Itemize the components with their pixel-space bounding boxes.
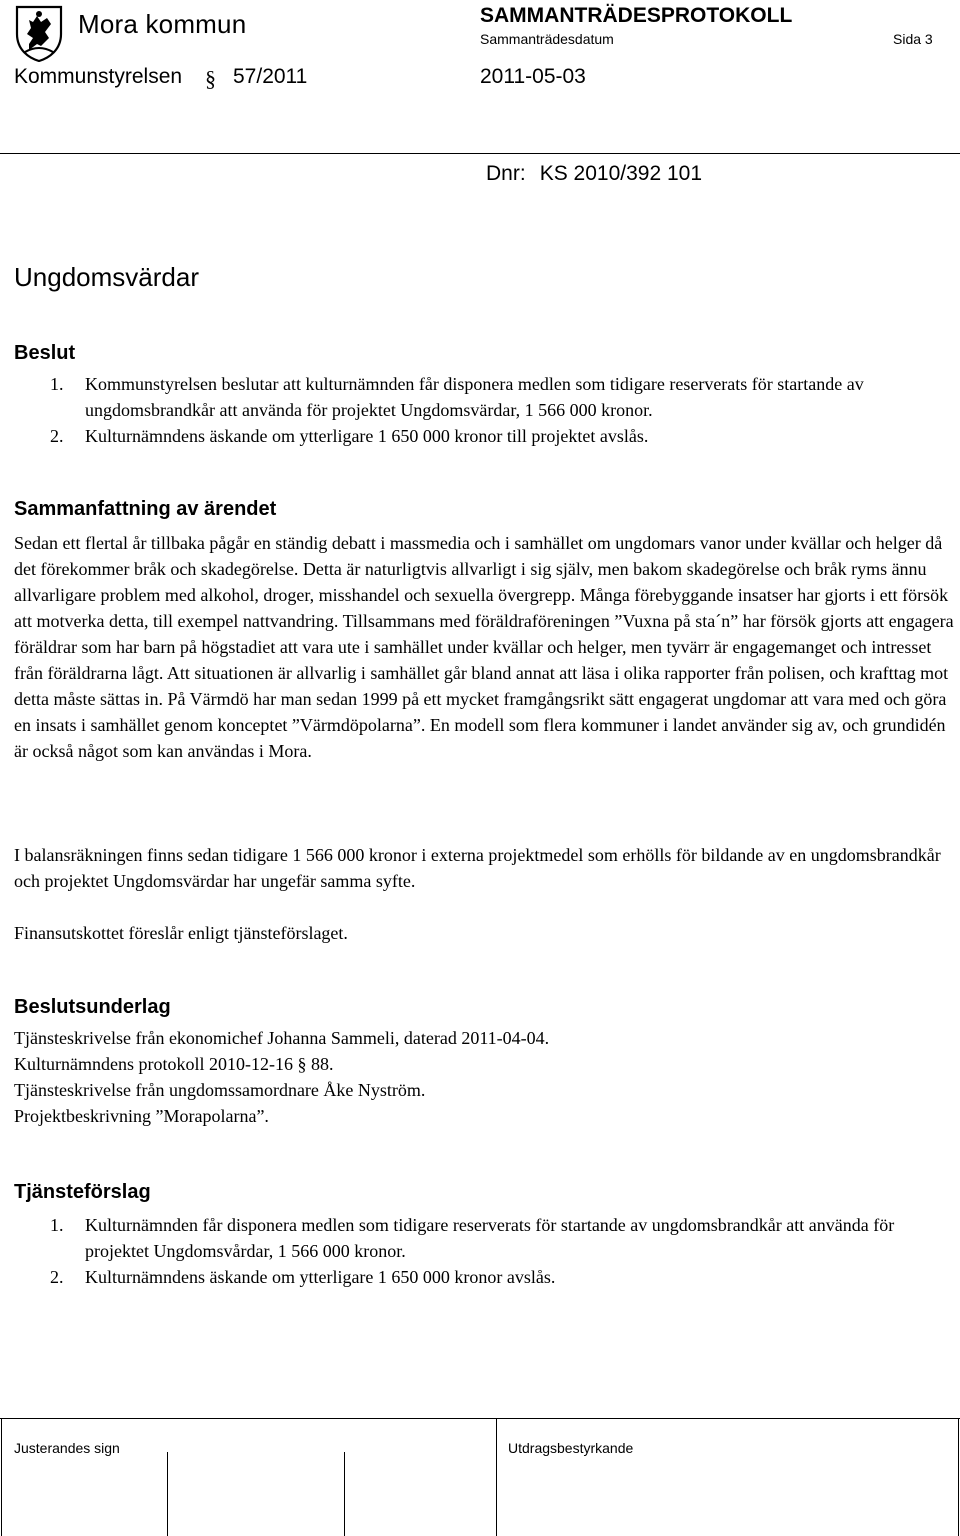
official-proposal-list	[14, 1212, 956, 1290]
list-item: Tjänsteskrivelse från ekonomichef Johanna Sammeli, daterad 2011-04-04.	[14, 1028, 550, 1048]
adjuster-signature-label: Justerandes sign	[14, 1440, 120, 1456]
list-item: Tjänsteskrivelse från ungdomssamordnare Åke Nyström.	[14, 1080, 426, 1100]
footer-divider	[0, 1418, 960, 1419]
signature-box-border	[1, 1418, 2, 1536]
meeting-date-label: Sammanträdesdatum	[480, 31, 614, 47]
meeting-date: 2011-05-03	[480, 65, 586, 88]
decision-heading: Beslut	[14, 342, 76, 364]
official-proposal-heading: Tjänsteförslag	[14, 1181, 151, 1203]
municipality-name: Mora kommun	[78, 9, 247, 39]
finance-committee-paragraph: Finansutskottet föreslår enligt tjänsteförslaget.	[14, 923, 348, 943]
document-title: SAMMANTRÄDESPROTOKOLL	[480, 4, 793, 27]
list-item: Projektbeskrivning ”Morapolarna”.	[14, 1106, 269, 1126]
decision-basis-heading: Beslutsunderlag	[14, 996, 171, 1018]
signature-box-border	[344, 1452, 345, 1536]
dnr-value: KS 2010/392 101	[539, 162, 702, 185]
list-text: Kulturnämndens äskande om ytterligare 1 650 000 kronor avslås.	[85, 1267, 556, 1287]
summary-paragraph: Sedan ett flertal år tillbaka pågår en ständig debatt i massmedia och i samhället om ungdomars vanor under kvällar och helger då det förekommer bråk och skadegörelse. Detta är naturligtvis allvarligt i sig själv, men bakom skadegörelse och bråk ryms ännu allvarligare problem med alkohol, droger, misshandel och sexuella övergrepp. Många förebyggande insatser har gjorts i ett försök att motverka detta, till exempel nattvandring. Tillsammans med föräldraföreningen ”Vuxna på sta´n” har försök gjorts att engagera föräldrar som har barn på högstadiet att vara ute i samhället under kvällar och helger, men tyvärr är engagemanget och intresset från föräldrarna lågt. Att situationen är allvarlig i samhället går bland annat att läsa i olika rapporter från polisen, och krafttag mot detta måste sättas in. På Värmdö har man sedan 1999 på ett mycket framgångsrikt sätt engagerat ungdomar att vara med och göra en insats i samhället genom konceptet ”Värmdöpolarna”. En modell som flera kommuner i landet använder sig av, och grundidén är också något som kan användas i Mora.	[14, 533, 954, 761]
list-number: 1.	[50, 1215, 64, 1235]
page-number: Sida 3	[893, 31, 933, 47]
paragraph-sign: §	[205, 66, 216, 91]
extract-certification-label: Utdragsbestyrkande	[508, 1440, 634, 1456]
item-title: Ungdomsvärdar	[14, 262, 199, 292]
signature-box-border	[958, 1418, 959, 1536]
list-text: Kommunstyrelsen beslutar att kulturnämnden får disponera medlen som tidigare reserverats för startande av ungdomsbrandkår att använda för projektet Ungdomsvärdar, 1 566 000 kronor.	[85, 374, 864, 420]
list-item	[14, 1264, 956, 1290]
list-item	[14, 371, 956, 423]
committee-name: Kommunstyrelsen	[14, 65, 183, 88]
list-text: Kulturnämndens äskande om ytterligare 1 650 000 kronor till projektet avslås.	[85, 426, 649, 446]
list-item	[14, 423, 956, 449]
summary-heading: Sammanfattning av ärendet	[14, 498, 277, 520]
header-divider	[0, 153, 960, 154]
signature-box-border	[167, 1452, 168, 1536]
list-number: 2.	[50, 426, 64, 446]
decision-basis-list	[14, 1025, 549, 1129]
mora-coat-of-arms-icon	[11, 4, 67, 62]
list-item: Kulturnämndens protokoll 2010-12-16 § 88.	[14, 1054, 334, 1074]
list-text: Kulturnämnden får disponera medlen som tidigare reserverats för startande av ungdomsbrandkår att använda för projektet Ungdomsvårdar, 1 566 000 kronor.	[85, 1215, 895, 1261]
dnr-label: Dnr:	[486, 162, 526, 185]
registration-number	[486, 162, 702, 186]
decision-list	[14, 371, 956, 449]
signature-box-border	[496, 1418, 497, 1536]
list-number: 2.	[50, 1267, 64, 1287]
list-number: 1.	[50, 374, 64, 394]
balance-paragraph: I balansräkningen finns sedan tidigare 1 566 000 kronor i externa projektmedel som erhölls för bildande av en ungdomsbrandkår och projektet Ungdomsvärdar har ungefär samma syfte.	[14, 845, 941, 891]
case-number: 57/2011	[233, 65, 308, 88]
list-item	[14, 1212, 956, 1264]
